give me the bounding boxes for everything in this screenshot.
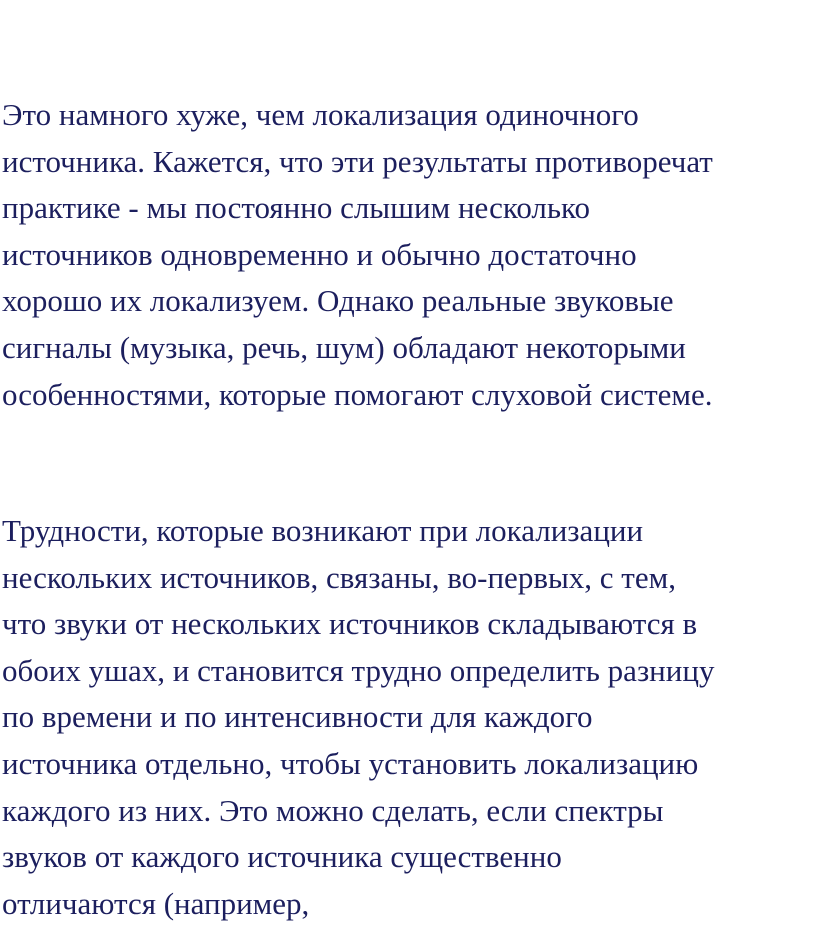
text-line: сигналы (музыка, речь, шум) обладают некоторыми [2, 329, 686, 365]
text-line: по времени и по интенсивности для каждого [2, 699, 593, 735]
text-line: отличаются (например, [2, 885, 310, 921]
text-line: каждого из них. Это можно сделать, если спектры [2, 792, 664, 828]
text-line: особенностями, которые помогают слуховой системе. [2, 376, 713, 412]
text-line: источников одновременно и обычно достаточно [2, 236, 637, 272]
paragraph-1 [2, 92, 713, 418]
text-line: источника отдельно, чтобы установить локализацию [2, 745, 699, 781]
text-line: Это намного хуже, чем локализация одиночного [2, 97, 639, 132]
text-line: нескольких источников, связаны, во-первых, с тем, [2, 559, 676, 595]
text-line: звуков от каждого источника существенно [2, 839, 562, 875]
text-line: обоих ушах, и становится трудно определить разницу [2, 652, 715, 688]
text-line: источника. Кажется, что эти результаты противоречат [2, 143, 713, 179]
text-line: Трудности, которые возникают при локализации [2, 513, 644, 548]
paragraph-2 [2, 508, 714, 927]
text-line: хорошо их локализуем. Однако реальные звуковые [2, 283, 674, 319]
text-line: что звуки от нескольких источников складываются в [2, 606, 698, 642]
text-line: практике - мы постоянно слышим несколько [2, 190, 591, 226]
